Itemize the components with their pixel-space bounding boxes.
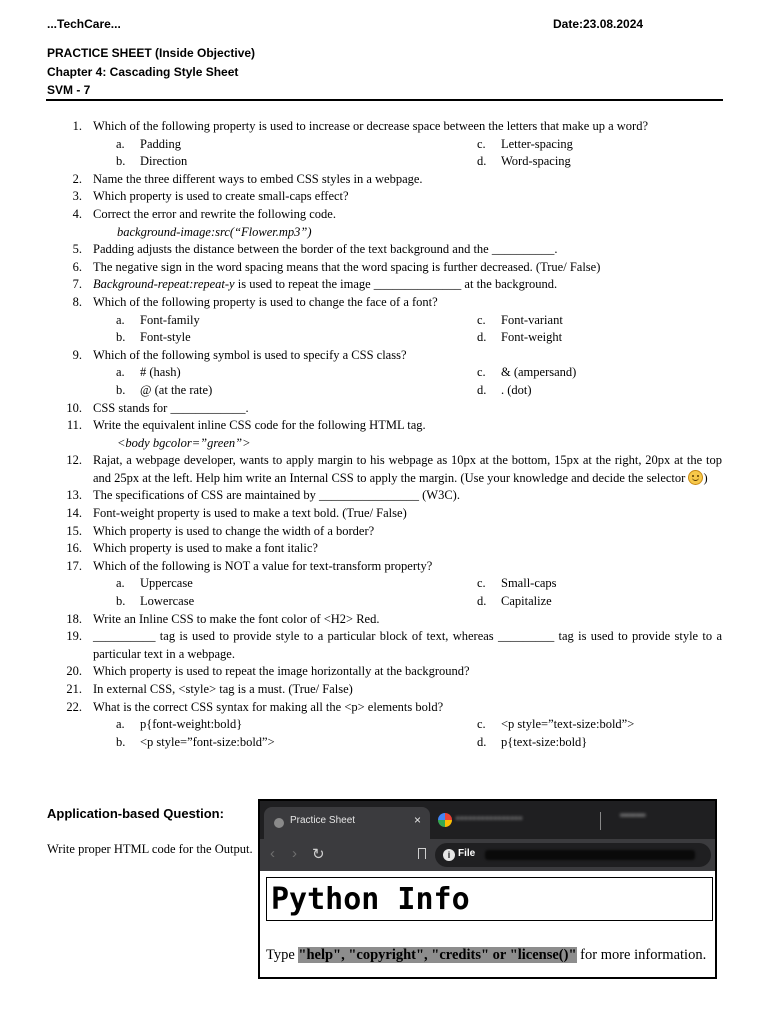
question-item	[0, 452, 768, 487]
question-text: Rajat, a webpage developer, wants to apply margin to his webpage as 10px at the bottom, 15px at the right, 20px at the top and 25px at the left. Help him write an Internal CSS to apply the margin. (Use your knowledge and decide the selector	[93, 453, 722, 485]
option-letter: a.	[116, 312, 125, 327]
question-item	[0, 188, 768, 206]
page-viewport	[260, 871, 715, 977]
sheet-date: Date:23.08.2024	[553, 17, 644, 31]
option-letter: b.	[116, 154, 126, 169]
question-item	[0, 276, 768, 294]
option-text: Lowercase	[140, 594, 195, 609]
question-item	[0, 241, 768, 259]
question-text: Which of the following property is used to change the face of a font?	[93, 294, 438, 309]
google-icon[interactable]	[438, 813, 452, 827]
question-number: 10.	[66, 400, 82, 415]
option-item	[477, 593, 552, 611]
browser-screenshot	[258, 799, 717, 979]
option-text: Padding	[140, 136, 181, 151]
body-prefix: Type	[266, 947, 299, 963]
option-letter: b.	[116, 330, 126, 345]
tab-blurred-title-2[interactable]: ▪▪▪▪▪▪▪▪	[620, 810, 646, 820]
question-item	[0, 118, 768, 136]
question-number: 20.	[66, 664, 82, 679]
option-text: @ (at the rate)	[140, 382, 213, 397]
tab-title: Practice Sheet	[290, 815, 356, 826]
option-letter: a.	[116, 717, 125, 732]
option-letter: b.	[116, 594, 126, 609]
question-item	[0, 699, 768, 717]
question-text: In external CSS, <style> tag is a must. (True/ False)	[93, 682, 353, 696]
question-text: Write the equivalent inline CSS code for the following HTML tag.	[93, 418, 426, 433]
question-number: 1.	[72, 119, 82, 133]
question-number: 11.	[66, 418, 82, 433]
question-text: Write an Inline CSS to make the font color of <H2> Red.	[93, 611, 380, 626]
option-letter: a.	[116, 365, 125, 380]
sheet-header	[0, 0, 768, 104]
sheet-title: PRACTICE SHEET (Inside Objective)	[47, 46, 256, 60]
question-number: 9.	[72, 347, 82, 362]
reload-icon[interactable]: ↻	[312, 846, 325, 863]
option-text: Capitalize	[501, 594, 552, 609]
question-number: 21.	[66, 682, 82, 696]
question-number: 22.	[66, 699, 82, 714]
question-number: 15.	[66, 523, 82, 538]
option-text: # (hash)	[140, 365, 181, 380]
highlighted-text: "help", "copyright", "credits" or "license()"	[298, 947, 577, 963]
option-letter: c.	[477, 717, 486, 732]
forward-icon[interactable]: ›	[292, 845, 297, 862]
tab-blurred-title[interactable]: ▪▪▪▪▪▪▪▪▪▪▪▪▪▪▪▪	[456, 813, 524, 823]
option-text: <p style=”text-size:bold”>	[501, 717, 635, 732]
question-item	[0, 487, 768, 505]
question-text: Which property is used to repeat the image horizontally at the background?	[93, 664, 470, 679]
option-item	[477, 575, 557, 593]
option-text: Letter-spacing	[501, 136, 573, 151]
option-item	[116, 575, 193, 593]
option-letter: d.	[477, 154, 487, 169]
option-item	[116, 312, 200, 330]
option-text: Word-spacing	[501, 154, 571, 169]
option-text: p{font-weight:bold}	[140, 717, 243, 732]
question-item	[0, 663, 768, 681]
title-block	[47, 44, 255, 100]
option-text: Font-family	[140, 312, 200, 327]
question-text: Which of the following property is used to increase or decrease space between the letters that make up a word?	[93, 119, 648, 133]
question-text: Name the three different ways to embed CSS styles in a webpage.	[93, 171, 423, 186]
question-text: Correct the error and rewrite the following code.	[93, 206, 336, 221]
question-number: 17.	[66, 558, 82, 573]
option-item	[116, 364, 181, 382]
option-item	[477, 716, 634, 734]
page-body-text	[266, 947, 706, 964]
question-list	[0, 118, 768, 751]
question-text: Which property is used to make a font italic?	[93, 541, 318, 556]
question-code: background-image:src(“Flower.mp3”)	[117, 224, 312, 239]
class-code: SVM - 7	[47, 83, 91, 97]
question-item	[0, 681, 768, 699]
question-item	[0, 171, 768, 189]
brand-name: ...TechCare...	[47, 17, 121, 31]
option-text: p{text-size:bold}	[501, 734, 588, 749]
option-letter: d.	[477, 734, 487, 749]
question-text: is used to repeat the image ______________ at the background.	[234, 277, 558, 292]
option-letter: d.	[477, 594, 487, 609]
tab-strip	[260, 801, 715, 839]
option-text: Direction	[140, 154, 188, 169]
option-item	[477, 329, 562, 347]
question-code-inline: Background-repeat:repeat-y	[93, 277, 235, 292]
option-letter: b.	[116, 734, 126, 749]
option-item	[116, 136, 181, 154]
option-item	[477, 312, 563, 330]
option-text: <p style=”font-size:bold”>	[140, 734, 275, 749]
question-number: 5.	[72, 242, 82, 257]
question-code: <body bgcolor=”green”>	[117, 435, 251, 450]
question-item	[0, 540, 768, 558]
option-list	[0, 364, 768, 399]
option-text: Font-style	[140, 330, 191, 345]
question-item	[0, 347, 768, 365]
question-text: The specifications of CSS are maintained by ________________ (W3C).	[93, 488, 460, 503]
option-letter: d.	[477, 330, 487, 345]
question-text: Which property is used to create small-caps effect?	[93, 189, 349, 204]
application-title: Application-based Question:	[47, 806, 224, 821]
smiley-icon	[688, 470, 703, 485]
option-letter: b.	[116, 382, 126, 397]
question-item	[0, 259, 768, 277]
question-number: 7.	[72, 277, 82, 292]
option-letter: c.	[477, 136, 486, 151]
option-list	[0, 136, 768, 171]
option-item	[116, 593, 194, 611]
heading-frame	[266, 877, 713, 921]
page-heading: Python Info	[271, 882, 470, 917]
question-text: __________ tag is used to provide style to a particular block of text, whereas _________ tag is used to provide style to a particular text in a webpage.	[93, 629, 722, 661]
question-text: Padding adjusts the distance between the border of the text background and the __________.	[93, 242, 558, 257]
question-text: Which of the following is NOT a value for text-transform property?	[93, 558, 433, 573]
question-number: 14.	[66, 506, 82, 521]
question-item	[0, 628, 768, 663]
option-text: Small-caps	[501, 576, 557, 591]
tab-practice-sheet[interactable]	[264, 807, 430, 839]
header-divider	[46, 99, 723, 101]
question-number: 2.	[72, 171, 82, 186]
application-instruction: Write proper HTML code for the Output.	[47, 842, 253, 856]
question-number: 6.	[72, 259, 82, 274]
chapter-title: Chapter 4: Cascading Style Sheet	[47, 64, 239, 79]
option-list	[0, 312, 768, 347]
body-suffix: for more information.	[576, 947, 707, 963]
question-number: 13.	[66, 488, 82, 503]
option-text: & (ampersand)	[501, 365, 577, 380]
question-text: Which property is used to change the width of a border?	[93, 523, 375, 538]
question-text: Which of the following symbol is used to specify a CSS class?	[93, 347, 407, 362]
question-number: 3.	[72, 189, 82, 204]
question-number: 19.	[66, 629, 82, 644]
option-letter: d.	[477, 382, 487, 397]
question-number: 8.	[72, 294, 82, 309]
option-letter: c.	[477, 576, 486, 591]
option-text: Font-variant	[501, 312, 563, 327]
tab-separator	[600, 812, 601, 830]
question-item	[0, 206, 768, 241]
option-item	[116, 153, 187, 171]
browser-toolbar	[260, 839, 715, 871]
question-text: The negative sign in the word spacing means that the word spacing is further decreased. (True/ False)	[93, 259, 601, 274]
option-item	[116, 734, 275, 752]
question-item	[0, 558, 768, 576]
question-number: 4.	[72, 206, 82, 221]
option-list	[0, 575, 768, 610]
option-item	[477, 734, 587, 752]
back-icon[interactable]: ‹	[270, 845, 275, 862]
question-item	[0, 294, 768, 312]
close-icon[interactable]: ×	[414, 813, 422, 827]
question-text-end: )	[703, 470, 708, 485]
option-item	[477, 153, 571, 171]
question-number: 12.	[66, 453, 82, 468]
option-item	[477, 382, 532, 400]
address-bar[interactable]	[435, 843, 711, 867]
bookmark-icon[interactable]	[418, 848, 426, 859]
option-letter: a.	[116, 576, 125, 591]
option-list	[0, 716, 768, 751]
option-text: Font-weight	[501, 330, 563, 345]
address-scheme-label: File	[458, 848, 476, 859]
info-icon[interactable]: i	[443, 849, 455, 861]
question-item	[0, 611, 768, 629]
question-item	[0, 417, 768, 452]
option-letter: c.	[477, 312, 486, 327]
redacted-url	[485, 850, 695, 860]
option-text: . (dot)	[501, 382, 532, 397]
option-letter: a.	[116, 136, 125, 151]
option-item	[477, 136, 573, 154]
question-text: What is the correct CSS syntax for making all the <p> elements bold?	[93, 699, 444, 714]
option-item	[116, 382, 212, 400]
option-item	[116, 716, 242, 734]
question-text: CSS stands for ____________.	[93, 400, 249, 415]
option-letter: c.	[477, 365, 486, 380]
question-item	[0, 505, 768, 523]
option-item	[116, 329, 191, 347]
globe-icon	[274, 818, 284, 828]
option-text: Uppercase	[140, 576, 193, 591]
option-item	[477, 364, 576, 382]
question-text: Font-weight property is used to make a text bold. (True/ False)	[93, 506, 407, 521]
question-number: 16.	[66, 541, 82, 556]
question-item	[0, 523, 768, 541]
question-number: 18.	[66, 611, 82, 626]
question-item	[0, 400, 768, 418]
